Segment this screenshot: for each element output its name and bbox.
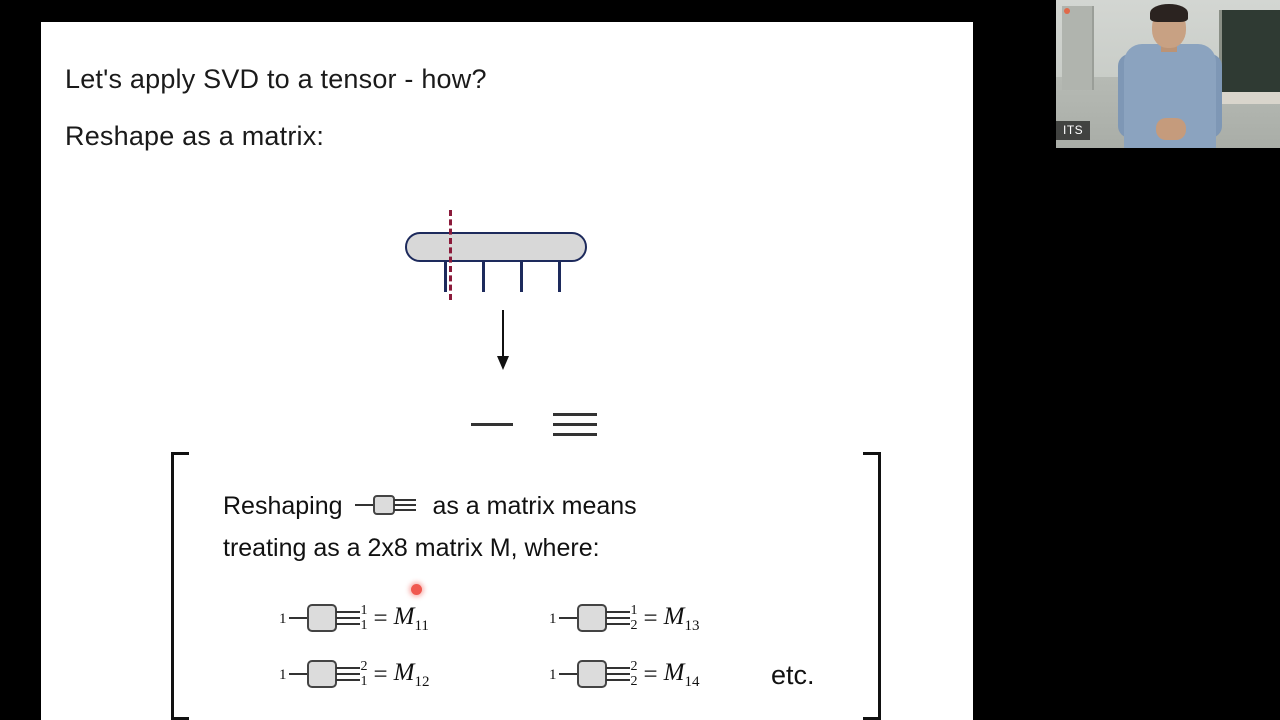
equation-matrix-node — [289, 600, 363, 638]
equation-right-wire — [336, 673, 360, 675]
inline-right-wire — [394, 509, 416, 511]
matrix-symbol: M — [663, 659, 685, 686]
slide-heading: Let's apply SVD to a tensor - how? — [65, 64, 487, 94]
chalkboard — [1219, 10, 1280, 92]
equation-left-wire — [289, 673, 308, 675]
callout-text-after: as a matrix means — [432, 492, 637, 520]
equation-left-index: 1 — [549, 666, 557, 683]
inline-node-box — [373, 495, 395, 515]
tensor-leg — [444, 260, 447, 292]
equation-matrix-node — [559, 656, 633, 694]
equation-right-top-index: 2 — [630, 659, 638, 675]
equation-right-bottom-index: 1 — [360, 674, 368, 689]
equation-node-box — [577, 604, 607, 632]
equation-right-wire — [336, 667, 360, 669]
bracketed-callout — [171, 452, 881, 720]
equation-row — [549, 600, 699, 638]
equation-right-top-index: 2 — [360, 659, 368, 675]
equation-node-box — [307, 660, 337, 688]
equation-node-box — [577, 660, 607, 688]
participant-name-label: ITS — [1056, 121, 1090, 140]
tensor-leg — [558, 260, 561, 292]
equals-sign: = — [643, 661, 658, 688]
matrix-symbol: M — [393, 603, 415, 630]
equation-right-top-index: 1 — [360, 603, 368, 619]
matrix-element — [664, 603, 700, 635]
equation-matrix-node — [559, 600, 633, 638]
etc-label: etc. — [771, 660, 815, 690]
matrix-element — [394, 659, 430, 691]
equals-sign: = — [373, 661, 388, 688]
matrix-right-wire — [553, 433, 597, 436]
door — [1062, 6, 1094, 90]
equation-right-wire — [606, 623, 630, 625]
equation-right-wire — [336, 611, 360, 613]
inline-right-wire — [394, 504, 416, 506]
callout-line-2: treating as a 2x8 matrix M, where: — [223, 534, 600, 562]
callout-text-before: Reshaping — [223, 492, 343, 520]
equation-right-wire — [606, 611, 630, 613]
matrix-symbol: M — [393, 659, 415, 686]
equation-row — [549, 656, 699, 694]
laser-pointer-dot — [411, 584, 422, 595]
equation-right-bottom-index: 2 — [630, 618, 638, 633]
equation-right-wire — [606, 617, 630, 619]
slide-subheading: Reshape as a matrix: — [65, 121, 325, 151]
arrow-shaft — [502, 310, 504, 360]
matrix-symbol: M — [663, 603, 685, 630]
inline-right-wire — [394, 499, 416, 501]
matrix-subscript: 12 — [414, 674, 430, 690]
equation-right-top-index: 1 — [630, 603, 638, 619]
equation-left-wire — [559, 673, 578, 675]
equation-row — [279, 600, 429, 638]
matrix-subscript: 11 — [414, 618, 429, 634]
equation-left-index: 1 — [279, 610, 287, 627]
equation-right-wire — [606, 667, 630, 669]
reshaped-matrix-diagram — [471, 396, 606, 452]
matrix-node-box — [471, 396, 515, 440]
tensor-body — [405, 232, 587, 262]
equals-sign: = — [643, 605, 658, 632]
equation-right-wire — [336, 617, 360, 619]
right-bracket — [863, 452, 881, 720]
equation-row — [279, 656, 429, 694]
chalk-tray — [1222, 92, 1280, 104]
equation-right-wire — [606, 679, 630, 681]
presentation-slide — [41, 22, 973, 720]
matrix-right-wire — [553, 423, 597, 426]
equation-right-bottom-index: 1 — [360, 618, 368, 633]
equals-sign: = — [373, 605, 388, 632]
equation-left-wire — [559, 617, 578, 619]
equation-node-box — [307, 604, 337, 632]
callout-line-1 — [223, 492, 637, 521]
tensor-leg — [482, 260, 485, 292]
speaker-hands — [1156, 118, 1186, 140]
down-arrow-icon — [496, 310, 510, 372]
matrix-element — [664, 659, 700, 691]
left-bracket — [171, 452, 189, 720]
arrow-head — [497, 356, 509, 370]
equation-right-bottom-index: 2 — [630, 674, 638, 689]
tensor-leg — [520, 260, 523, 292]
webcam-video-tile[interactable] — [1056, 0, 1280, 148]
matrix-subscript: 13 — [684, 618, 700, 634]
inline-matrix-node — [355, 492, 419, 518]
recording-indicator-icon — [1064, 8, 1070, 14]
matrix-element — [394, 603, 429, 635]
equation-left-wire — [289, 617, 308, 619]
equation-right-wire — [336, 679, 360, 681]
matrix-left-wire — [471, 423, 513, 426]
equation-left-index: 1 — [279, 666, 287, 683]
matrix-subscript: 14 — [684, 674, 700, 690]
equation-right-wire — [606, 673, 630, 675]
equation-matrix-node — [289, 656, 363, 694]
speaker-hair — [1150, 4, 1188, 22]
tensor-diagram-four-legs — [405, 210, 591, 300]
inline-left-wire — [355, 504, 374, 506]
matrix-right-wire — [553, 413, 597, 416]
dashed-cut-line — [449, 210, 452, 300]
equation-left-index: 1 — [549, 610, 557, 627]
equation-right-wire — [336, 623, 360, 625]
